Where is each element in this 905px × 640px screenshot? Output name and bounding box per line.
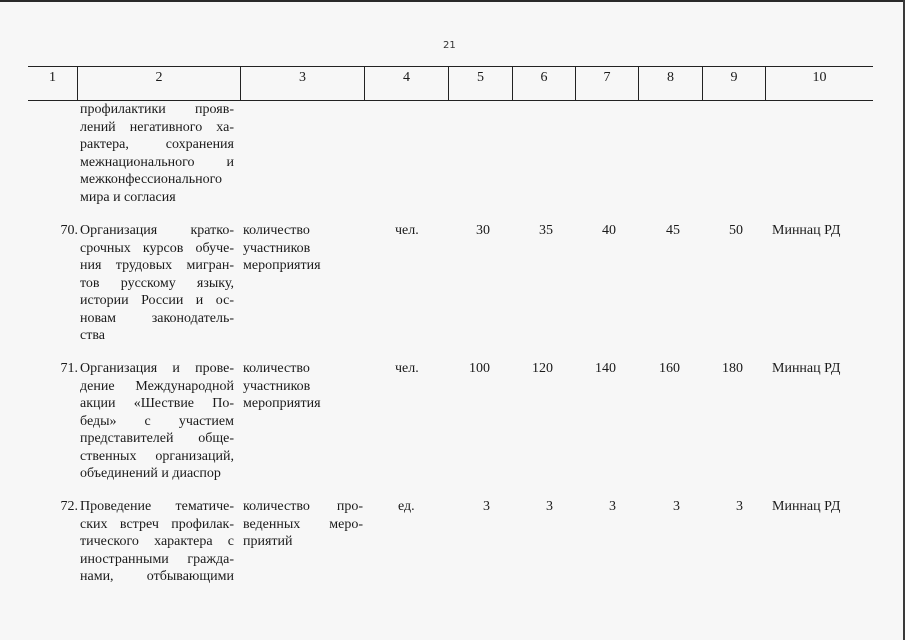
continuation-line: мира и согласия bbox=[80, 189, 176, 205]
indicator-line: количество bbox=[243, 361, 310, 376]
value-col-6: 3 bbox=[546, 499, 553, 514]
row-number: 71. bbox=[60, 361, 78, 376]
event-line: объединений и диаспор bbox=[80, 466, 221, 481]
value-col-9: 180 bbox=[722, 361, 743, 376]
indicator-text bbox=[243, 498, 363, 551]
indicator-text bbox=[243, 360, 363, 413]
event-description bbox=[80, 222, 234, 345]
column-header-7: 7 bbox=[575, 67, 638, 100]
unit-cell: чел. bbox=[395, 361, 419, 376]
event-line: акции «Шествие По- bbox=[80, 396, 234, 411]
column-header-4: 4 bbox=[364, 67, 448, 100]
event-line: ственных организаций, bbox=[80, 448, 234, 464]
event-line: иностранными гражда- bbox=[80, 551, 234, 567]
unit-cell: чел. bbox=[395, 223, 419, 238]
value-col-5: 100 bbox=[469, 361, 490, 376]
continuation-line: межнационального и bbox=[80, 154, 234, 170]
indicator-line: количество про- bbox=[243, 499, 363, 514]
continuation-text bbox=[80, 101, 234, 206]
column-header-3: 3 bbox=[240, 67, 364, 100]
event-line: дение Международной bbox=[80, 378, 234, 394]
event-line: представителей обще- bbox=[80, 431, 234, 446]
unit-cell: ед. bbox=[398, 499, 415, 514]
indicator-line: приятий bbox=[243, 534, 293, 549]
event-line: срочных курсов обуче- bbox=[80, 240, 234, 256]
page-number: 21 bbox=[443, 40, 456, 51]
event-line: нами, отбывающими bbox=[80, 569, 234, 584]
executor-cell: Миннац РД bbox=[772, 499, 841, 514]
indicator-line: мероприятия bbox=[243, 396, 321, 411]
row-number: 72. bbox=[60, 499, 78, 514]
event-line: ства bbox=[80, 328, 105, 343]
indicator-line: участников bbox=[243, 240, 311, 256]
executor-cell: Миннац РД bbox=[772, 223, 841, 238]
column-header-2: 2 bbox=[77, 67, 240, 100]
value-col-8: 3 bbox=[673, 499, 680, 514]
row-number: 70. bbox=[60, 223, 78, 238]
column-header-10: 10 bbox=[765, 67, 873, 100]
value-col-7: 140 bbox=[595, 361, 616, 376]
value-col-6: 35 bbox=[539, 223, 553, 238]
event-line: ских встреч профилак- bbox=[80, 516, 234, 532]
column-header-8: 8 bbox=[638, 67, 702, 100]
event-line: Проведение тематиче- bbox=[80, 499, 234, 514]
indicator-line: количество bbox=[243, 223, 310, 238]
event-line: Организация кратко- bbox=[80, 223, 234, 238]
event-line: тов русскому языку, bbox=[80, 275, 234, 291]
event-description bbox=[80, 498, 234, 586]
event-description bbox=[80, 360, 234, 483]
value-col-5: 30 bbox=[476, 223, 490, 238]
column-header-1: 1 bbox=[49, 70, 56, 85]
continuation-line: рактера, сохранения bbox=[80, 137, 234, 152]
event-line: беды» с участием bbox=[80, 413, 234, 429]
column-header-9: 9 bbox=[702, 67, 765, 100]
indicator-line: мероприятия bbox=[243, 258, 321, 273]
value-col-7: 40 bbox=[602, 223, 616, 238]
indicator-line: веденных меро- bbox=[243, 516, 363, 532]
event-line: Организация и прове- bbox=[80, 361, 234, 376]
event-line: истории России и ос- bbox=[80, 293, 234, 308]
value-col-5: 3 bbox=[483, 499, 490, 514]
column-header-6: 6 bbox=[512, 67, 575, 100]
executor-cell: Миннац РД bbox=[772, 361, 841, 376]
event-line: тического характера с bbox=[80, 534, 234, 549]
value-col-8: 160 bbox=[659, 361, 680, 376]
scan-edge-top bbox=[0, 0, 905, 2]
table-header-row bbox=[28, 66, 873, 101]
continuation-line: межконфессионального bbox=[80, 172, 222, 187]
continuation-line: лений негативного ха- bbox=[80, 119, 234, 135]
continuation-line: профилактики прояв- bbox=[80, 102, 234, 117]
event-line: новам законодатель- bbox=[80, 310, 234, 326]
indicator-line: участников bbox=[243, 378, 311, 394]
event-line: ния трудовых мигран- bbox=[80, 258, 234, 273]
value-col-6: 120 bbox=[532, 361, 553, 376]
value-col-7: 3 bbox=[609, 499, 616, 514]
indicator-text bbox=[243, 222, 363, 275]
value-col-9: 50 bbox=[729, 223, 743, 238]
value-col-8: 45 bbox=[666, 223, 680, 238]
value-col-9: 3 bbox=[736, 499, 743, 514]
column-header-5: 5 bbox=[448, 67, 512, 100]
